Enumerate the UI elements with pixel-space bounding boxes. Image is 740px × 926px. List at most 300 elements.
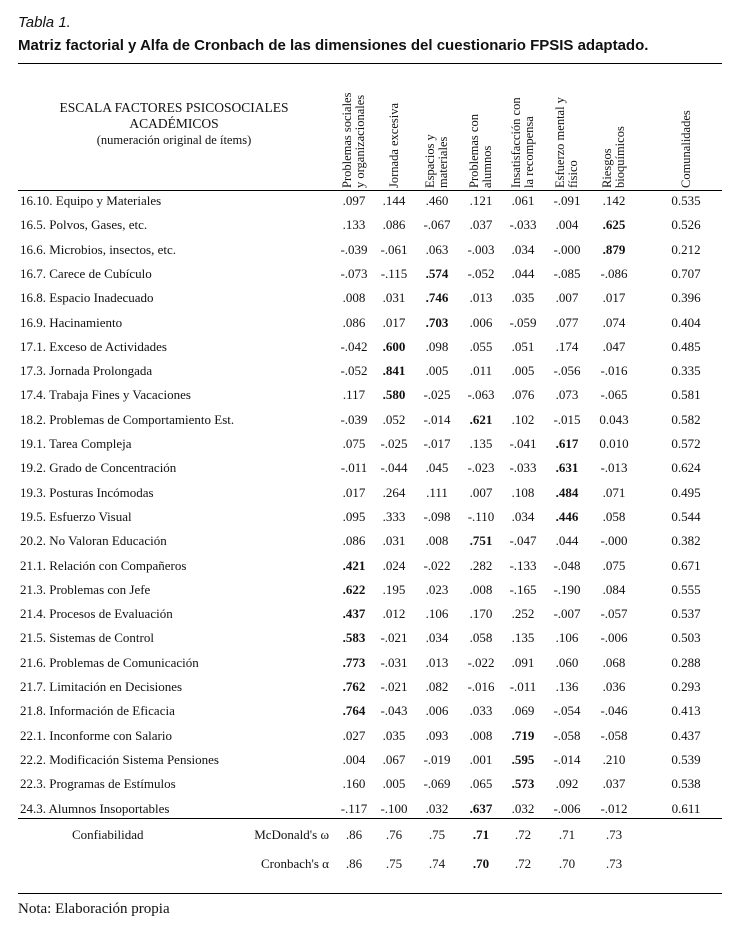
row-item-label: 18.2. Problemas de Comportamiento Est.: [20, 411, 235, 427]
column-header-line: Jornada excesiva: [386, 102, 401, 188]
table-row: [0, 676, 740, 700]
table-cell: .625: [602, 217, 626, 233]
table-cell: .008: [469, 727, 493, 743]
table-cell: 0.043: [599, 411, 629, 427]
table-cell: -.025: [423, 387, 451, 403]
table-cell: .069: [511, 703, 535, 719]
body-rule: [18, 818, 722, 819]
table-row: [0, 652, 740, 676]
table-cell: .024: [382, 557, 406, 573]
table-cell: .583: [342, 630, 366, 646]
table-cell: .004: [555, 217, 579, 233]
table-cell: -.006: [600, 630, 628, 646]
reliability-cell: .73: [605, 827, 623, 842]
table-cell: .037: [602, 776, 626, 792]
table-cell: .071: [602, 484, 626, 500]
table-row: [0, 287, 740, 311]
table-cell: .044: [511, 265, 535, 281]
table-cell: -.019: [423, 751, 451, 767]
table-cell: .098: [425, 338, 449, 354]
table-cell: -.165: [509, 581, 537, 597]
column-header-line: Problemas sociales: [340, 92, 354, 188]
row-item-label: 24.3. Alumnos Insoportables: [20, 800, 170, 816]
table-cell: -.100: [380, 800, 408, 816]
table-cell: -.073: [340, 265, 368, 281]
table-cell: .097: [342, 193, 366, 208]
table-cell: .075: [602, 557, 626, 573]
table-cell: -.046: [600, 703, 628, 719]
table-cell: .437: [342, 606, 366, 622]
table-cell: .017: [342, 484, 366, 500]
table-cell: 0.581: [671, 387, 701, 403]
table-row: [0, 384, 740, 408]
table-cell: .195: [382, 581, 406, 597]
table-note: Nota: Elaboración propia: [18, 901, 170, 917]
reliability-cell: .73: [605, 856, 623, 871]
table-cell: .102: [511, 411, 535, 427]
table-cell: .117: [342, 387, 366, 403]
table-cell: .160: [342, 776, 366, 792]
table-cell: -.016: [467, 679, 495, 694]
scale-header-line-2: ACADÉMICOS: [129, 116, 219, 131]
table-cell: .093: [425, 727, 449, 743]
table-cell: -.069: [423, 776, 451, 792]
table-cell: .841: [382, 363, 406, 379]
table-cell: -.086: [600, 265, 628, 281]
table-cell: -.048: [553, 557, 581, 573]
table-cell: .034: [425, 630, 449, 646]
reliability-cell: .72: [514, 856, 532, 871]
table-cell: -.063: [467, 387, 495, 403]
table-cell: .142: [602, 193, 626, 208]
reliability-cell: .75: [428, 827, 446, 842]
table-cell: .252: [511, 606, 535, 622]
reliability-label: Confiabilidad: [72, 827, 144, 842]
table-cell: .751: [469, 533, 493, 549]
table-cell: .013: [425, 654, 449, 670]
table-cell: .068: [602, 654, 626, 670]
table-row: [0, 433, 740, 457]
table-cell: -.091: [553, 193, 581, 208]
table-cell: .136: [555, 679, 579, 694]
table-row: [0, 409, 740, 433]
table-cell: -.014: [423, 411, 451, 427]
table-cell: .484: [555, 484, 579, 500]
table-cell: .058: [602, 508, 626, 524]
table-cell: 0.382: [671, 533, 701, 549]
table-cell: .034: [511, 508, 535, 524]
table-cell: .051: [511, 338, 535, 354]
row-item-label: 19.1. Tarea Compleja: [20, 436, 132, 451]
table-cell: .580: [382, 387, 406, 403]
column-header-line: bioquímicos: [613, 126, 627, 188]
table-row: [0, 263, 740, 287]
table-cell: .052: [382, 411, 406, 427]
scale-header-line-3: (numeración original de ítems): [96, 133, 252, 147]
table-cell: 0.288: [671, 654, 701, 670]
table-cell: .013: [469, 290, 493, 306]
table-cell: -.017: [423, 436, 451, 451]
row-item-label: 16.7. Carece de Cubículo: [20, 265, 152, 281]
table-cell: 0.611: [671, 800, 701, 816]
table-cell: -.065: [600, 387, 628, 403]
table-cell: -.033: [509, 460, 537, 476]
table-cell: 0.707: [671, 265, 701, 281]
table-cell: .012: [382, 606, 406, 622]
table-row: [0, 312, 740, 336]
table-cell: 0.396: [671, 290, 701, 306]
table-cell: .170: [469, 606, 493, 622]
table-cell: .076: [511, 387, 535, 403]
reliability-row: [0, 853, 740, 877]
table-cell: -.016: [600, 363, 628, 379]
table-cell: .031: [382, 290, 406, 306]
table-cell: .037: [469, 217, 493, 233]
table-cell: -.033: [509, 217, 537, 233]
row-item-label: 21.8. Información de Eficacia: [20, 703, 175, 719]
reliability-cell: .70: [558, 856, 576, 871]
table-cell: .106: [425, 606, 449, 622]
reliability-cell: .72: [514, 827, 532, 842]
table-cell: .622: [342, 581, 366, 597]
table-cell: -.058: [553, 727, 581, 743]
table-cell: 0.624: [671, 460, 701, 476]
row-item-label: 19.5. Esfuerzo Visual: [20, 508, 132, 524]
table-cell: -.061: [380, 241, 408, 257]
column-header-line: materiales: [436, 136, 450, 188]
table-cell: 0.413: [671, 703, 701, 719]
table-cell: .008: [469, 581, 493, 597]
table-cell: .121: [469, 193, 493, 208]
row-item-label: 16.9. Hacinamiento: [20, 314, 123, 330]
table-cell: -.059: [509, 314, 537, 330]
scale-header: [18, 100, 330, 148]
table-cell: -.098: [423, 508, 451, 524]
table-row: [0, 360, 740, 384]
table-cell: .773: [342, 654, 366, 670]
table-row: [0, 506, 740, 530]
table-cell: 0.212: [671, 241, 701, 257]
row-item-label: 21.1. Relación con Compañeros: [20, 557, 187, 573]
table-cell: 0.495: [671, 484, 701, 500]
table-row: [0, 627, 740, 651]
table-cell: -.054: [553, 703, 581, 719]
table-cell: .084: [602, 581, 626, 597]
row-item-label: 20.2. No Valoran Educación: [20, 533, 167, 549]
table-cell: .746: [425, 290, 449, 306]
top-rule: [18, 63, 722, 64]
table-cell: -.067: [423, 217, 451, 233]
table-title: Matriz factorial y Alfa de Cronbach de las dimensiones del cuestionario FPSIS adaptado.: [18, 37, 649, 54]
column-header-line: Espacios y: [423, 134, 437, 188]
row-item-label: 22.2. Modificación Sistema Pensiones: [20, 751, 219, 767]
table-cell: 0.503: [671, 630, 701, 646]
row-item-label: 21.6. Problemas de Comunicación: [20, 654, 199, 670]
column-header-line: Riesgos: [600, 148, 614, 188]
table-cell: .086: [342, 533, 366, 549]
table-cell: 0.335: [671, 363, 701, 379]
row-item-label: 16.5. Polvos, Gases, etc.: [20, 217, 148, 233]
table-cell: -.110: [467, 508, 495, 524]
table-cell: -.115: [380, 265, 408, 281]
row-item-label: 16.10. Equipo y Materiales: [20, 193, 162, 208]
table-label: Tabla 1.: [18, 14, 71, 31]
table-cell: 0.526: [671, 217, 701, 233]
table-row: [0, 603, 740, 627]
table-cell: .073: [555, 387, 579, 403]
table-cell: -.056: [553, 363, 581, 379]
table-cell: .719: [511, 727, 535, 743]
table-row: [0, 579, 740, 603]
table-cell: .007: [555, 290, 579, 306]
row-item-label: 21.5. Sistemas de Control: [20, 630, 154, 646]
table-cell: .008: [342, 290, 366, 306]
table-cell: .075: [342, 436, 366, 451]
table-cell: 0.437: [671, 727, 701, 743]
table-cell: .086: [382, 217, 406, 233]
table-cell: .006: [469, 314, 493, 330]
column-header-line: la recompensa: [522, 116, 536, 188]
table-cell: -.000: [600, 533, 628, 549]
table-cell: -.117: [340, 800, 368, 816]
table-cell: -.011: [340, 460, 368, 476]
table-cell: -.022: [423, 557, 451, 573]
table-cell: -.007: [553, 606, 581, 622]
table-cell: .144: [382, 193, 406, 208]
table-cell: .574: [425, 265, 449, 281]
table-cell: .764: [342, 703, 366, 719]
scale-header-line-1: ESCALA FACTORES PSICOSOCIALES: [59, 100, 289, 115]
table-cell: -.052: [467, 265, 495, 281]
table-cell: .092: [555, 776, 579, 792]
table-cell: -.133: [509, 557, 537, 573]
column-header-line: Insatisfacción con: [509, 97, 523, 188]
table-cell: 0.671: [671, 557, 701, 573]
table-cell: .133: [342, 217, 366, 233]
table-row: [0, 773, 740, 797]
table-cell: -.015: [553, 411, 581, 427]
table-cell: .058: [469, 630, 493, 646]
row-item-label: 22.3. Programas de Estímulos: [20, 776, 176, 792]
table-cell: .023: [425, 581, 449, 597]
row-item-label: 17.3. Jornada Prolongada: [20, 363, 153, 379]
bottom-rule: [18, 893, 722, 894]
table-cell: 0.404: [671, 314, 701, 330]
column-header-line: físico: [566, 160, 580, 188]
table-cell: -.043: [380, 703, 408, 719]
table-cell: -.021: [380, 630, 408, 646]
table-cell: 0.555: [671, 581, 701, 597]
reliability-cell: .86: [345, 856, 363, 871]
table-cell: .061: [511, 193, 535, 208]
table-cell: .111: [426, 484, 448, 500]
table-cell: -.058: [600, 727, 628, 743]
table-cell: -.057: [600, 606, 628, 622]
table-cell: .595: [511, 751, 535, 767]
table-cell: 0.544: [671, 508, 701, 524]
table-row: [0, 190, 740, 214]
table-cell: -.011: [509, 679, 537, 694]
table-cell: .017: [602, 290, 626, 306]
table-cell: .082: [425, 679, 449, 694]
table-cell: .762: [342, 679, 366, 694]
table-cell: -.003: [467, 241, 495, 257]
table-cell: -.013: [600, 460, 628, 476]
table-cell: .460: [425, 193, 449, 208]
table-cell: .065: [469, 776, 493, 792]
table-cell: .063: [425, 241, 449, 257]
table-cell: .060: [555, 654, 579, 670]
table-cell: 0.293: [671, 679, 701, 694]
table-cell: .617: [555, 436, 579, 451]
table-cell: .282: [469, 557, 493, 573]
table-row: [0, 725, 740, 749]
table-cell: .135: [469, 436, 493, 451]
table-row: [0, 749, 740, 773]
row-item-label: 21.7. Limitación en Decisiones: [20, 679, 183, 694]
table-cell: .006: [425, 703, 449, 719]
table-cell: .032: [511, 800, 535, 816]
row-item-label: 21.4. Procesos de Evaluación: [20, 606, 173, 622]
table-cell: .631: [555, 460, 579, 476]
table-cell: .086: [342, 314, 366, 330]
table-cell: .005: [511, 363, 535, 379]
reliability-row: [0, 824, 740, 848]
table-cell: -.012: [600, 800, 628, 816]
reliability-cell: .71: [558, 827, 576, 842]
table-cell: .264: [382, 484, 406, 500]
table-cell: .032: [425, 800, 449, 816]
table-cell: .033: [469, 703, 493, 719]
table-cell: -.022: [467, 654, 495, 670]
table-cell: -.041: [509, 436, 537, 451]
table-cell: .034: [511, 241, 535, 257]
table-cell: .074: [602, 314, 626, 330]
table-cell: -.044: [380, 460, 408, 476]
column-header-line: Problemas con: [467, 114, 481, 188]
table-cell: -.047: [509, 533, 537, 549]
table-cell: 0.582: [671, 411, 701, 427]
row-item-label: 17.1. Exceso de Actividades: [20, 338, 167, 354]
row-item-label: 16.8. Espacio Inadecuado: [20, 290, 154, 306]
table-cell: .703: [425, 314, 449, 330]
table-cell: .573: [511, 776, 535, 792]
reliability-cell: .70: [472, 856, 490, 871]
table-cell: .045: [425, 460, 449, 476]
table-cell: -.039: [340, 411, 368, 427]
table-cell: .044: [555, 533, 579, 549]
table-cell: .005: [382, 776, 406, 792]
table-cell: .446: [555, 508, 579, 524]
table-cell: .001: [469, 751, 493, 767]
table-row: [0, 482, 740, 506]
row-item-label: 19.2. Grado de Concentración: [20, 460, 177, 476]
table-cell: .091: [511, 654, 535, 670]
table-cell: .004: [342, 751, 366, 767]
table-cell: -.023: [467, 460, 495, 476]
table-cell: .047: [602, 338, 626, 354]
table-cell: 0.539: [671, 751, 701, 767]
row-item-label: 19.3. Posturas Incómodas: [20, 484, 154, 500]
table-row: [0, 457, 740, 481]
table-cell: .077: [555, 314, 579, 330]
reliability-cell: .71: [472, 827, 490, 842]
table-cell: -.014: [553, 751, 581, 767]
table-cell: 0.537: [671, 606, 701, 622]
table-cell: 0.010: [599, 436, 629, 451]
table-cell: .005: [425, 363, 449, 379]
table-cell: -.042: [340, 338, 368, 354]
table-cell: -.006: [553, 800, 581, 816]
table-cell: -.085: [553, 265, 581, 281]
column-header-line: Esfuerzo mental y: [553, 97, 567, 188]
table-cell: 0.535: [671, 193, 701, 208]
table-cell: .031: [382, 533, 406, 549]
table-cell: .879: [602, 241, 626, 257]
table-cell: .621: [469, 411, 493, 427]
table-row: [0, 336, 740, 360]
table-cell: .017: [382, 314, 406, 330]
column-header-line: alumnos: [480, 145, 494, 188]
column-header-line: y organizacionales: [353, 94, 367, 188]
row-item-label: 22.1. Inconforme con Salario: [20, 727, 172, 743]
coefficient-label: McDonald's ω: [254, 827, 329, 842]
row-item-label: 16.6. Microbios, insectos, etc.: [20, 241, 176, 257]
table-cell: .008: [425, 533, 449, 549]
table-cell: -.052: [340, 363, 368, 379]
table-cell: .421: [342, 557, 366, 573]
table-row: [0, 239, 740, 263]
table-cell: .108: [511, 484, 535, 500]
coefficient-label: Cronbach's α: [260, 856, 329, 871]
table-cell: -.039: [340, 241, 368, 257]
table-cell: -.000: [553, 241, 581, 257]
table-cell: .106: [555, 630, 579, 646]
table-cell: -.021: [380, 679, 408, 694]
table-cell: .135: [511, 630, 535, 646]
reliability-cell: .76: [385, 827, 403, 842]
reliability-cell: .86: [345, 827, 363, 842]
table-cell: 0.572: [671, 436, 701, 451]
table-cell: .055: [469, 338, 493, 354]
table-cell: 0.538: [671, 776, 701, 792]
table-row: [0, 214, 740, 238]
row-item-label: 17.4. Trabaja Fines y Vacaciones: [20, 387, 191, 403]
table-cell: .095: [342, 508, 366, 524]
table-cell: .333: [382, 508, 406, 524]
table-cell: .174: [555, 338, 579, 354]
table-cell: 0.485: [671, 338, 701, 354]
table-cell: .210: [602, 751, 626, 767]
reliability-cell: .74: [428, 856, 446, 871]
table-cell: -.025: [380, 436, 408, 451]
table-cell: -.031: [380, 654, 408, 670]
table-cell: .035: [511, 290, 535, 306]
table-cell: .035: [382, 727, 406, 743]
table-cell: .067: [382, 751, 406, 767]
table-row: [0, 530, 740, 554]
row-item-label: 21.3. Problemas con Jefe: [20, 581, 151, 597]
table-cell: .600: [382, 338, 406, 354]
table-cell: .036: [602, 679, 626, 694]
table-cell: .007: [469, 484, 493, 500]
table-cell: .027: [342, 727, 366, 743]
table-row: [0, 700, 740, 724]
table-cell: .011: [469, 363, 493, 379]
table-cell: -.190: [553, 581, 581, 597]
table-row: [0, 555, 740, 579]
reliability-cell: .75: [385, 856, 403, 871]
